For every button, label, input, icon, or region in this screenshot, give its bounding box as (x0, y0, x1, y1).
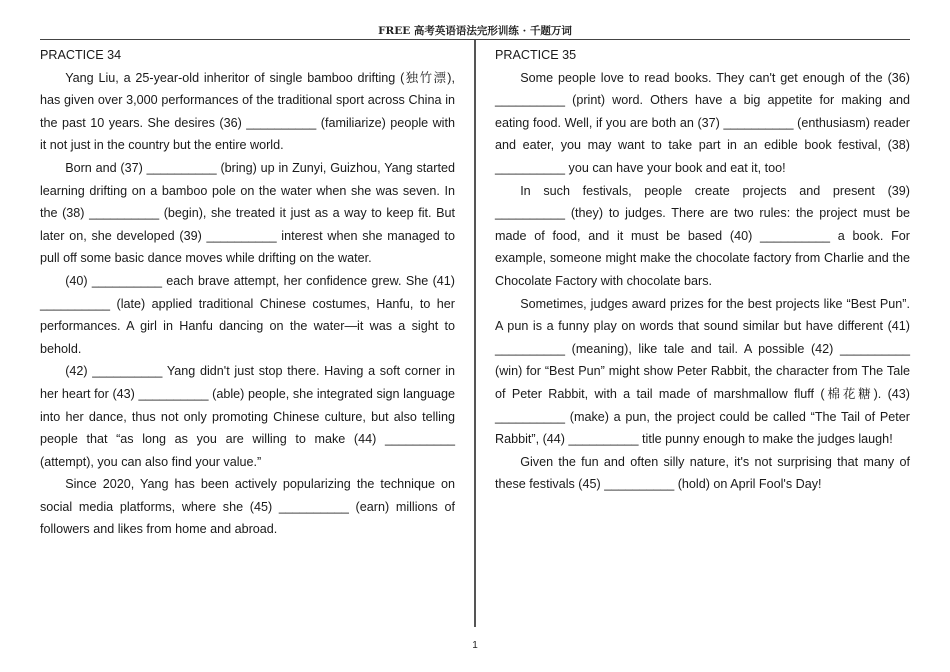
page-number: 1 (472, 640, 478, 651)
page-header: FREE 高考英语语法完形训练 · 千题万词 (378, 25, 572, 37)
practice-35-column (495, 44, 910, 496)
paragraph: Some people love to read books. They can't get enough of the (36) __________ (print) word. Others have a big appetite for making and eating food. Well, if you are both an (37) __________ (enthusiasm) reader and eater, you may want to take part in an edible book festival, (38) __________ you can have your book and eat it, too! (495, 70, 910, 175)
practice-34-column (40, 44, 455, 541)
paragraph: Born and (37) __________ (bring) up in Zunyi, Guizhou, Yang started learning drifting on a bamboo pole on the water when she was seven. In the (38) __________ (begin), she treated it just as a way to keep fit. But later on, she developed (39) __________ interest when she managed to pull off some basic dance moves while drifting on the water. (40, 160, 455, 266)
paragraph: Sometimes, judges award prizes for the best projects like “Best Pun”. A pun is a funny play on words that sound similar but have different (41) __________ (meaning), like tale and tail. A possible (42) __________ (win) for “Best Pun” might show Peter Rabbit, the character from The Tale of Peter Rabbit, with a tail made of marshmallow fluff (棉花糖). (43) __________ (make) a pun, the project could be called “The Tail of Peter Rabbit”, (44) __________ title punny enough to make the judges laugh! (495, 296, 910, 447)
practice-35-title: PRACTICE 35 (495, 48, 577, 62)
paragraph: (40) __________ each brave attempt, her confidence grew. She (41) __________ (late) applied traditional Chinese costumes, Hanfu, to her performances. A girl in Hanfu dancing on the water—it was a sight to behold. (40, 273, 455, 356)
paragraph: Since 2020, Yang has been actively popularizing the technique on social media platforms, where she (45) __________ (earn) millions of followers and likes from home and abroad. (40, 477, 455, 537)
paragraph: Given the fun and often silly nature, it's not surprising that many of these festivals (45) __________ (hold) on April Fool's Day! (495, 454, 910, 492)
paragraph: In such festivals, people create projects and present (39) __________ (they) to judges. There are two rules: the project must be made of food, and it must be based (40) __________ a book. For example, someone might make the chocolate factory from Charlie and the Chocolate Factory with chocolate bars. (495, 183, 910, 288)
column-divider (474, 40, 476, 627)
paragraph: (42) __________ Yang didn't just stop there. Having a soft corner in her heart for (43) __________ (able) people, she integrated sign language into her dance, thus not only promoting Chinese culture, but also telling people that “as long as you are willing to make (44) __________ (attempt), you can also find your value.” (40, 364, 455, 469)
practice-34-title: PRACTICE 34 (40, 48, 122, 62)
paragraph: Yang Liu, a 25-year-old inheritor of single bamboo drifting (独竹漂), has given over 3,000 performances of the traditional sport across China in the past 10 years. She desires (36) __________ (familiarize) people with it not just in the country but the entire world. (40, 70, 455, 153)
